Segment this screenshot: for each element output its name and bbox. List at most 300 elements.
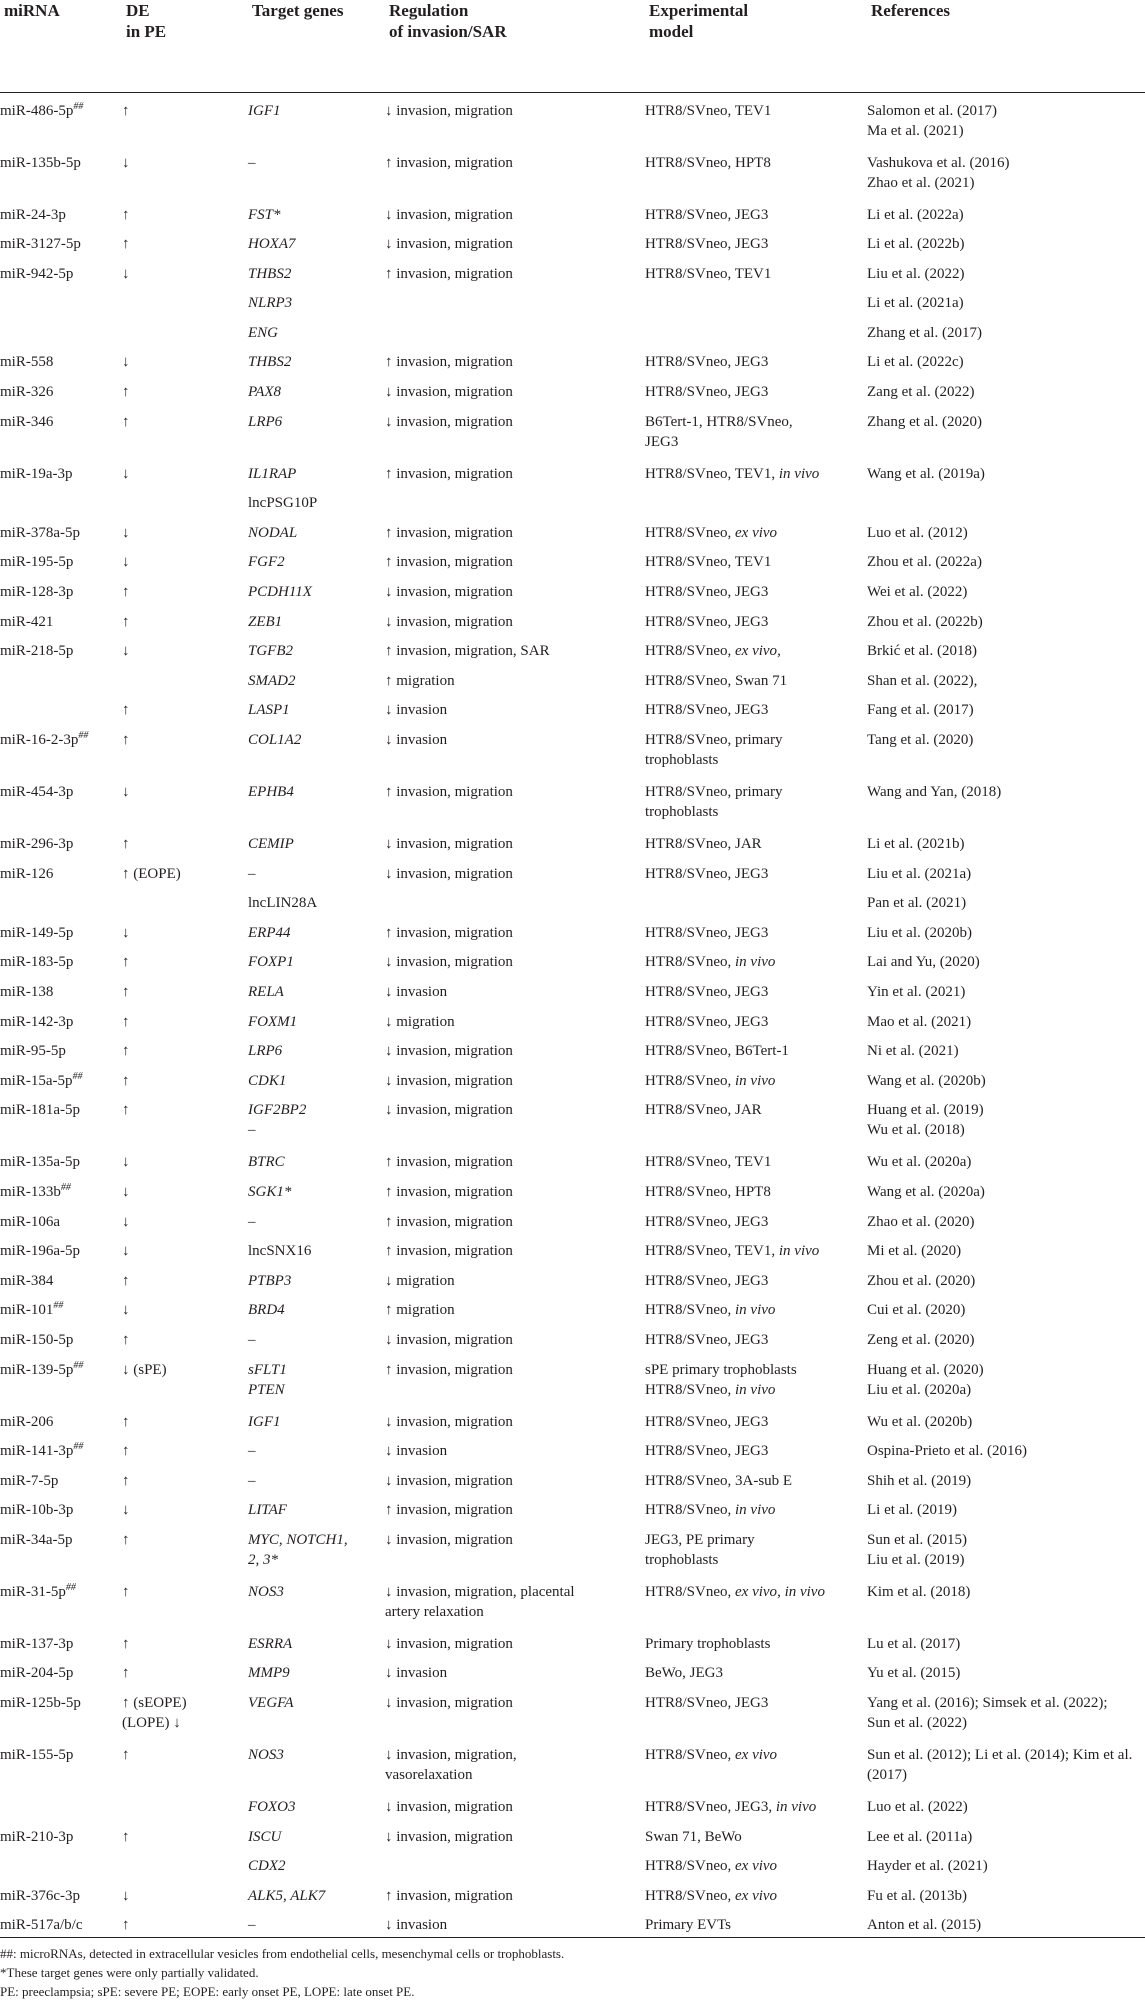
target-gene: MYC, NOTCH1, bbox=[248, 1531, 348, 1548]
table-row bbox=[0, 256, 1145, 286]
regulation-text: artery relaxation bbox=[385, 1603, 484, 1620]
de-value: ↑ bbox=[122, 1072, 130, 1089]
mirna-name: miR-138 bbox=[0, 983, 54, 1000]
de-value: ↑ bbox=[122, 836, 130, 852]
target-gene: FOXO3 bbox=[248, 1799, 296, 1816]
regulation-text: ↑ invasion, migration bbox=[385, 1213, 513, 1230]
mirna-cell bbox=[0, 1819, 122, 1849]
de-value: ↑ bbox=[122, 1272, 130, 1289]
target-cell bbox=[248, 485, 385, 515]
target-gene: ALK5, ALK7 bbox=[248, 1887, 326, 1904]
de-value: ↑ bbox=[122, 206, 130, 223]
reference-text: Li et al. (2021a) bbox=[867, 295, 964, 312]
mirna-name: miR-206 bbox=[0, 1413, 54, 1430]
regulation-cell bbox=[385, 1685, 645, 1737]
de-cell bbox=[122, 1848, 248, 1878]
model-cell bbox=[645, 1033, 867, 1063]
regulation-cell bbox=[385, 1626, 645, 1656]
table-row bbox=[0, 722, 1145, 774]
de-value: ↓ bbox=[122, 265, 130, 282]
mirna-name: miR-95-5p bbox=[0, 1043, 66, 1060]
table-row bbox=[0, 197, 1145, 227]
regulation-cell bbox=[385, 915, 645, 945]
regulation-cell bbox=[385, 1789, 645, 1819]
target-gene: BTRC bbox=[248, 1154, 285, 1171]
references-cell bbox=[867, 145, 1145, 197]
reference-text: Ni et al. (2021) bbox=[867, 1043, 959, 1060]
regulation-text: ↓ invasion, migration bbox=[385, 103, 513, 119]
target-cell bbox=[248, 1144, 385, 1174]
de-cell bbox=[122, 1522, 248, 1574]
mirna-superscript: ## bbox=[72, 1070, 83, 1082]
mirna-cell bbox=[0, 1574, 122, 1626]
model-cell bbox=[645, 1352, 867, 1404]
references-cell bbox=[867, 885, 1145, 915]
references-cell bbox=[867, 93, 1145, 145]
mirna-cell bbox=[0, 1463, 122, 1493]
de-cell bbox=[122, 145, 248, 197]
model-cell bbox=[645, 1322, 867, 1352]
de-cell bbox=[122, 663, 248, 693]
de-cell bbox=[122, 885, 248, 915]
mirna-superscript: ## bbox=[73, 101, 84, 112]
regulation-text: ↓ invasion, migration bbox=[385, 1413, 513, 1430]
target-gene: ENG bbox=[248, 324, 278, 341]
target-gene: ERP44 bbox=[248, 924, 291, 941]
model-text: BeWo, JEG3 bbox=[645, 1665, 723, 1682]
mirna-cell bbox=[0, 944, 122, 974]
mirna-name: miR-181a-5p bbox=[0, 1102, 80, 1119]
model-cell bbox=[645, 1522, 867, 1574]
de-value: ↓ bbox=[122, 1502, 130, 1519]
model-text: HTR8/SVneo, bbox=[645, 1887, 735, 1904]
mirna-name: miR-15a-5p bbox=[0, 1072, 73, 1089]
model-text: HTR8/SVneo, TEV1, bbox=[645, 465, 779, 482]
de-cell bbox=[122, 1574, 248, 1626]
model-text: trophoblasts bbox=[645, 804, 719, 820]
model-cell bbox=[645, 604, 867, 634]
model-cell bbox=[645, 544, 867, 574]
de-cell bbox=[122, 1404, 248, 1434]
reference-text: Li et al. (2019) bbox=[867, 1502, 957, 1519]
references-cell bbox=[867, 1174, 1145, 1204]
header-row bbox=[0, 0, 1145, 93]
model-cell bbox=[645, 974, 867, 1004]
mirna-cell bbox=[0, 1233, 122, 1263]
table-row bbox=[0, 1574, 1145, 1626]
references-cell bbox=[867, 1204, 1145, 1234]
regulation-text: ↑ invasion, migration bbox=[385, 524, 513, 541]
target-gene: CEMIP bbox=[248, 836, 294, 852]
mirna-name: miR-421 bbox=[0, 613, 54, 630]
de-cell bbox=[122, 633, 248, 663]
model-text: HTR8/SVneo, JEG3 bbox=[645, 584, 769, 601]
reference-text: Fu et al. (2013b) bbox=[867, 1887, 967, 1904]
reference-text: Ospina-Prieto et al. (2016) bbox=[867, 1443, 1027, 1460]
target-cell bbox=[248, 1789, 385, 1819]
de-cell bbox=[122, 456, 248, 486]
model-text: HTR8/SVneo, JEG3 bbox=[645, 236, 769, 253]
mirna-cell bbox=[0, 856, 122, 886]
regulation-cell bbox=[385, 692, 645, 722]
model-text: HTR8/SVneo, JEG3 bbox=[645, 1213, 769, 1230]
de-value: ↑ bbox=[122, 1747, 130, 1764]
regulation-text: ↓ invasion bbox=[385, 1917, 448, 1934]
target-cell bbox=[248, 1092, 385, 1144]
mirna-name: miR-204-5p bbox=[0, 1665, 74, 1682]
de-value: ↑ bbox=[122, 1531, 130, 1548]
model-cell bbox=[645, 826, 867, 856]
table-row bbox=[0, 774, 1145, 826]
model-text: HTR8/SVneo, bbox=[645, 1858, 735, 1875]
regulation-cell bbox=[385, 1574, 645, 1626]
table-row bbox=[0, 344, 1145, 374]
table-row bbox=[0, 856, 1145, 886]
mirna-name: miR-196a-5p bbox=[0, 1243, 80, 1260]
model-text: HTR8/SVneo, JEG3 bbox=[645, 1443, 769, 1460]
model-text: HTR8/SVneo, JEG3 bbox=[645, 354, 769, 371]
target-cell bbox=[248, 1655, 385, 1685]
regulation-cell bbox=[385, 1404, 645, 1434]
model-cell bbox=[645, 1263, 867, 1293]
mirna-cell bbox=[0, 1848, 122, 1878]
de-cell bbox=[122, 856, 248, 886]
de-value: ↑ bbox=[122, 702, 130, 719]
mirna-name: miR-7-5p bbox=[0, 1472, 59, 1489]
model-text: HTR8/SVneo, bbox=[645, 643, 735, 660]
model-text: HTR8/SVneo, B6Tert-1 bbox=[645, 1043, 789, 1060]
table-row bbox=[0, 633, 1145, 663]
reference-text: Mao et al. (2021) bbox=[867, 1013, 972, 1030]
reference-text: Luo et al. (2012) bbox=[867, 524, 968, 541]
references-cell bbox=[867, 915, 1145, 945]
reference-text: Huang et al. (2019) bbox=[867, 1102, 984, 1119]
target-cell bbox=[248, 315, 385, 345]
de-cell bbox=[122, 485, 248, 515]
table-row bbox=[0, 974, 1145, 1004]
table-row bbox=[0, 1322, 1145, 1352]
de-value: ↑ bbox=[122, 613, 130, 630]
model-text: HTR8/SVneo, JEG3 bbox=[645, 702, 769, 719]
regulation-text: ↑ invasion, migration bbox=[385, 784, 513, 800]
de-value: ↓ bbox=[122, 524, 130, 541]
target-cell bbox=[248, 826, 385, 856]
references-cell bbox=[867, 1626, 1145, 1656]
target-cell bbox=[248, 1063, 385, 1093]
de-value: ↓ bbox=[122, 354, 130, 371]
de-value: ↓ bbox=[122, 1154, 130, 1171]
regulation-text: ↓ invasion, migration bbox=[385, 1072, 513, 1089]
target-gene: – bbox=[248, 1122, 256, 1139]
model-cell bbox=[645, 344, 867, 374]
de-cell bbox=[122, 1463, 248, 1493]
model-text: HTR8/SVneo, JEG3 bbox=[645, 1331, 769, 1348]
regulation-cell bbox=[385, 1463, 645, 1493]
model-text: B6Tert-1, HTR8/SVneo, bbox=[645, 413, 793, 430]
reference-text: Vashukova et al. (2016) bbox=[867, 154, 1010, 171]
mirna-name: miR-142-3p bbox=[0, 1013, 74, 1030]
mirna-cell bbox=[0, 344, 122, 374]
de-cell bbox=[122, 544, 248, 574]
de-cell bbox=[122, 1737, 248, 1789]
mirna-cell bbox=[0, 197, 122, 227]
mirna-cell bbox=[0, 456, 122, 486]
mirna-cell bbox=[0, 1292, 122, 1322]
table-row bbox=[0, 1204, 1145, 1234]
regulation-cell bbox=[385, 633, 645, 663]
de-cell bbox=[122, 1655, 248, 1685]
de-value: ↑ bbox=[122, 413, 130, 430]
mirna-name: miR-183-5p bbox=[0, 954, 74, 971]
table-row bbox=[0, 315, 1145, 345]
regulation-text: ↑ invasion, migration bbox=[385, 1183, 513, 1200]
de-value: ↓ bbox=[122, 554, 130, 571]
mirna-cell bbox=[0, 915, 122, 945]
mirna-cell bbox=[0, 1433, 122, 1463]
de-cell bbox=[122, 256, 248, 286]
table-row bbox=[0, 574, 1145, 604]
mirna-name: miR-10b-3p bbox=[0, 1502, 74, 1519]
de-value: ↑ bbox=[122, 384, 130, 401]
references-cell bbox=[867, 1263, 1145, 1293]
table-row bbox=[0, 1492, 1145, 1522]
regulation-text: ↓ invasion bbox=[385, 1443, 448, 1460]
reference-text: Brkić et al. (2018) bbox=[867, 643, 977, 660]
reference-text: Liu et al. (2020b) bbox=[867, 924, 972, 941]
de-value: ↓ bbox=[122, 1213, 130, 1230]
table-row bbox=[0, 145, 1145, 197]
mirna-cell bbox=[0, 1907, 122, 1937]
table-row bbox=[0, 1737, 1145, 1789]
references-cell bbox=[867, 574, 1145, 604]
table-row bbox=[0, 1819, 1145, 1849]
mirna-cell bbox=[0, 633, 122, 663]
target-cell bbox=[248, 93, 385, 145]
target-cell bbox=[248, 1492, 385, 1522]
mirna-name: miR-517a/b/c bbox=[0, 1917, 83, 1934]
mirna-cell bbox=[0, 515, 122, 545]
regulation-cell bbox=[385, 226, 645, 256]
model-text: HTR8/SVneo, bbox=[645, 1302, 735, 1319]
target-cell bbox=[248, 197, 385, 227]
reference-text: Liu et al. (2020a) bbox=[867, 1381, 972, 1398]
model-text: HTR8/SVneo, JEG3 bbox=[645, 1013, 769, 1030]
reference-text: Zhou et al. (2022b) bbox=[867, 613, 983, 630]
model-text-italic: in vivo bbox=[735, 1502, 776, 1519]
references-cell bbox=[867, 315, 1145, 345]
mirna-superscript: ## bbox=[78, 730, 89, 741]
mirna-name: miR-101 bbox=[0, 1302, 54, 1319]
reference-text: Zhou et al. (2020) bbox=[867, 1272, 976, 1289]
references-cell bbox=[867, 1292, 1145, 1322]
mirna-cell bbox=[0, 692, 122, 722]
reference-text: Ma et al. (2021) bbox=[867, 123, 964, 139]
model-cell bbox=[645, 1574, 867, 1626]
regulation-text: ↓ invasion bbox=[385, 702, 448, 719]
table-row bbox=[0, 515, 1145, 545]
mirna-name: miR-19a-3p bbox=[0, 465, 73, 482]
references-cell bbox=[867, 1063, 1145, 1093]
de-value: (LOPE) ↓ bbox=[122, 1715, 181, 1732]
target-gene: CDK1 bbox=[248, 1072, 287, 1089]
model-cell bbox=[645, 885, 867, 915]
table-row bbox=[0, 1233, 1145, 1263]
de-cell bbox=[122, 1092, 248, 1144]
de-cell bbox=[122, 226, 248, 256]
table-row bbox=[0, 1878, 1145, 1908]
reference-text: Wang et al. (2020a) bbox=[867, 1183, 985, 1200]
model-text: , bbox=[777, 1583, 785, 1600]
table-row bbox=[0, 404, 1145, 456]
model-cell bbox=[645, 1144, 867, 1174]
references-cell bbox=[867, 974, 1145, 1004]
references-cell bbox=[867, 404, 1145, 456]
mirna-superscript: ## bbox=[53, 1300, 64, 1312]
regulation-text: ↑ invasion, migration bbox=[385, 154, 513, 171]
model-cell bbox=[645, 1685, 867, 1737]
reference-text: Wu et al. (2020b) bbox=[867, 1413, 973, 1430]
de-value: ↑ bbox=[122, 1331, 130, 1348]
mirna-cell bbox=[0, 1092, 122, 1144]
regulation-text: ↑ invasion, migration, SAR bbox=[385, 643, 550, 660]
de-cell bbox=[122, 1233, 248, 1263]
model-cell bbox=[645, 633, 867, 663]
regulation-cell bbox=[385, 404, 645, 456]
model-text: HTR8/SVneo, JEG3 bbox=[645, 1413, 769, 1430]
de-value: ↑ bbox=[122, 103, 130, 119]
mirna-cell bbox=[0, 1522, 122, 1574]
reference-text: Li et al. (2022c) bbox=[867, 354, 964, 371]
mirna-name: miR-31-5p bbox=[0, 1583, 66, 1600]
de-value: ↑ bbox=[122, 1013, 130, 1030]
de-value: ↑ bbox=[122, 1472, 130, 1489]
mirna-cell bbox=[0, 1033, 122, 1063]
regulation-text: ↓ invasion, migration bbox=[385, 1799, 513, 1816]
table-row bbox=[0, 544, 1145, 574]
model-cell bbox=[645, 1174, 867, 1204]
model-text-italic: ex vivo bbox=[735, 524, 778, 541]
model-cell bbox=[645, 1737, 867, 1789]
reference-text: Cui et al. (2020) bbox=[867, 1302, 966, 1319]
model-cell bbox=[645, 915, 867, 945]
table-row bbox=[0, 1063, 1145, 1093]
footnotes bbox=[0, 1938, 1145, 2001]
regulation-cell bbox=[385, 515, 645, 545]
target-gene: HOXA7 bbox=[248, 236, 296, 253]
model-cell bbox=[645, 1292, 867, 1322]
model-text: , bbox=[777, 643, 781, 660]
table-row bbox=[0, 1404, 1145, 1434]
model-text: HTR8/SVneo, HPT8 bbox=[645, 1183, 771, 1200]
target-gene: SGK1* bbox=[248, 1183, 292, 1200]
target-gene: IL1RAP bbox=[248, 465, 297, 482]
target-cell bbox=[248, 544, 385, 574]
regulation-text: ↓ invasion bbox=[385, 983, 448, 1000]
model-cell bbox=[645, 145, 867, 197]
mirna-name: miR-3127-5p bbox=[0, 236, 81, 253]
de-cell bbox=[122, 1685, 248, 1737]
references-cell bbox=[867, 1404, 1145, 1434]
target-gene: – bbox=[248, 1213, 256, 1230]
table-body bbox=[0, 93, 1145, 1938]
de-cell bbox=[122, 1878, 248, 1908]
table-row bbox=[0, 1626, 1145, 1656]
model-text: HTR8/SVneo, Swan 71 bbox=[645, 672, 788, 689]
references-cell bbox=[867, 692, 1145, 722]
regulation-cell bbox=[385, 574, 645, 604]
mirna-cell bbox=[0, 1144, 122, 1174]
regulation-text: ↑ invasion, migration bbox=[385, 554, 513, 571]
header-regulation: Regulation of invasion/SAR bbox=[385, 0, 645, 93]
footnote: ##: microRNAs, detected in extracellular vesicles from endothelial cells, mesenchymal cells or trophoblasts. bbox=[0, 1945, 565, 1961]
references-cell bbox=[867, 856, 1145, 886]
target-gene: – bbox=[248, 1472, 256, 1489]
de-value: ↑ bbox=[122, 236, 130, 253]
target-cell bbox=[248, 856, 385, 886]
target-cell bbox=[248, 456, 385, 486]
model-cell bbox=[645, 1433, 867, 1463]
model-text: HTR8/SVneo, TEV1, bbox=[645, 1243, 779, 1260]
footnote: *These target genes were only partially validated. bbox=[0, 1964, 259, 1980]
model-text: HTR8/SVneo, JAR bbox=[645, 1102, 762, 1119]
target-gene: LRP6 bbox=[248, 413, 283, 430]
de-value: ↑ bbox=[122, 1828, 130, 1845]
reference-text: Lai and Yu, (2020) bbox=[867, 954, 980, 971]
mirna-cell bbox=[0, 1204, 122, 1234]
reference-text: Pan et al. (2021) bbox=[867, 895, 967, 912]
references-cell bbox=[867, 1144, 1145, 1174]
regulation-text: ↓ invasion, migration, placental bbox=[385, 1583, 575, 1600]
references-cell bbox=[867, 1492, 1145, 1522]
model-text: HTR8/SVneo, bbox=[645, 524, 735, 541]
model-cell bbox=[645, 93, 867, 145]
regulation-text: ↓ invasion, migration bbox=[385, 836, 513, 852]
model-text: HTR8/SVneo, bbox=[645, 1583, 735, 1600]
regulation-cell bbox=[385, 1819, 645, 1849]
regulation-cell bbox=[385, 1492, 645, 1522]
header-mirna: miRNA bbox=[0, 0, 122, 93]
de-value: ↓ (sPE) bbox=[122, 1361, 167, 1378]
model-text: HTR8/SVneo, 3A-sub E bbox=[645, 1472, 793, 1489]
target-cell bbox=[248, 885, 385, 915]
de-value: ↑ bbox=[122, 954, 130, 971]
mirna-name: miR-376c-3p bbox=[0, 1887, 80, 1904]
target-gene: LITAF bbox=[248, 1502, 287, 1519]
table-row bbox=[0, 885, 1145, 915]
model-cell bbox=[645, 1204, 867, 1234]
regulation-cell bbox=[385, 1655, 645, 1685]
regulation-cell bbox=[385, 197, 645, 227]
target-gene: FOXP1 bbox=[248, 954, 294, 971]
target-cell bbox=[248, 574, 385, 604]
mirna-cell bbox=[0, 774, 122, 826]
references-cell bbox=[867, 1655, 1145, 1685]
mirna-cell bbox=[0, 1685, 122, 1737]
regulation-text: ↓ invasion, migration bbox=[385, 865, 513, 882]
regulation-text: ↑ invasion, migration bbox=[385, 265, 513, 282]
regulation-cell bbox=[385, 344, 645, 374]
mirna-name: miR-155-5p bbox=[0, 1747, 74, 1764]
mirna-cell bbox=[0, 974, 122, 1004]
references-cell bbox=[867, 544, 1145, 574]
mirna-cell bbox=[0, 885, 122, 915]
header-de: DE in PE bbox=[122, 0, 248, 93]
table-row bbox=[0, 1789, 1145, 1819]
mirna-name: miR-210-3p bbox=[0, 1828, 74, 1845]
de-cell bbox=[122, 1292, 248, 1322]
table-row bbox=[0, 826, 1145, 856]
reference-text: Tang et al. (2020) bbox=[867, 732, 974, 748]
